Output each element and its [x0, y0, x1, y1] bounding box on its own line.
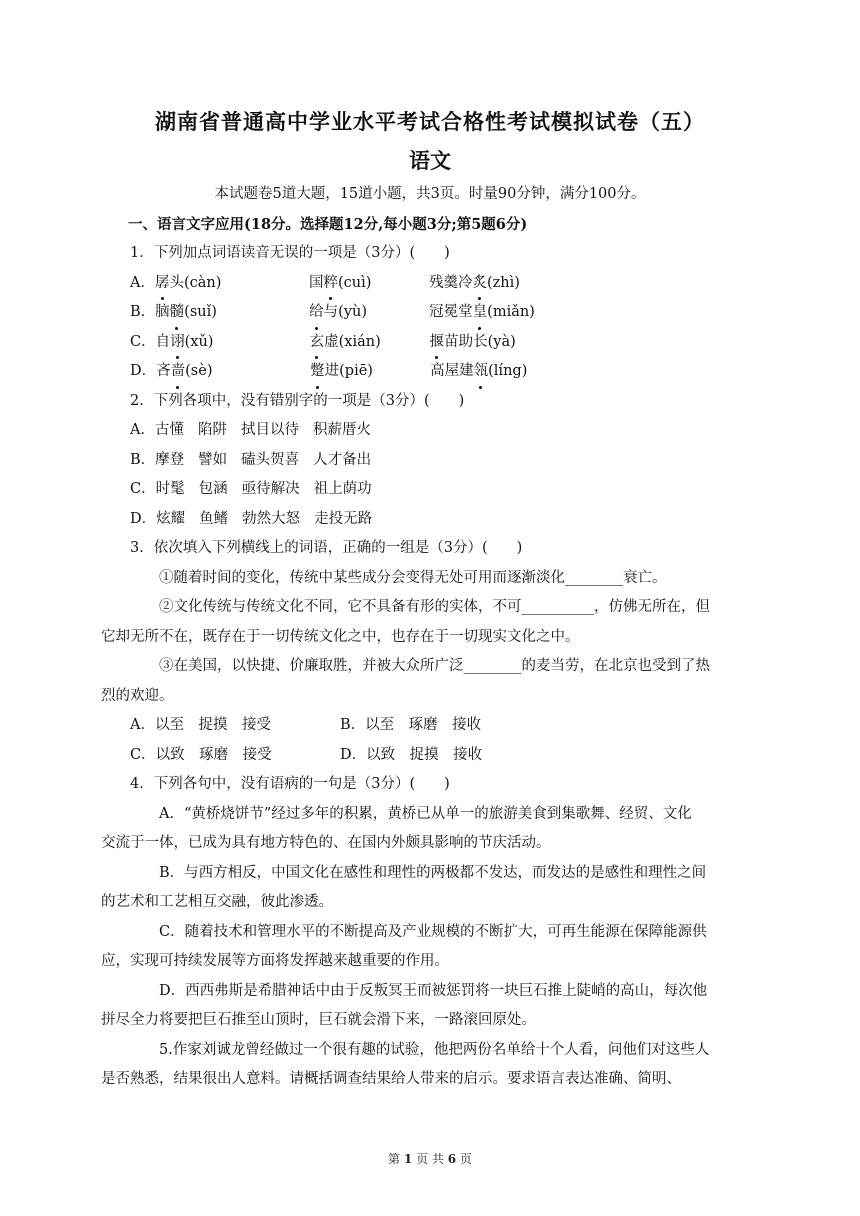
question-4-option-a: A．“黄桥烧饼节”经过多年的积累，黄桥已从单一的旅游美食到集歌舞、经贸、文化	[159, 805, 692, 822]
question-3-options-ab	[130, 711, 730, 741]
exam-content	[101, 180, 730, 1095]
page-footer: 第 1 页 共 6 页	[388, 1152, 472, 1166]
question-2-option-c: C．时髦 包涵 亟待解决 祖上荫功	[130, 481, 372, 497]
question-3-sentence-3: ③在美国，以快捷、价廉取胜，并被大众所广泛________的麦当劳，在北京也受到了热	[159, 658, 710, 674]
question-5-text: 5.作家刘诚龙曾经做过一个很有趣的试验，他把两份名单给十个人看，问他们对这些人	[159, 1041, 710, 1058]
question-1-option-c: C．自诩(xǔ) 玄虚(xián) 揠苗助长(yà)	[130, 328, 730, 358]
question-3-sentence-2: ②文化传统与传统文化不同，它不具备有形的实体，不可__________，仿佛无所在，但	[159, 599, 710, 615]
question-1-option-b: B．脑髓(suǐ) 给与(yù) 冠冕堂皇(miǎn)	[130, 298, 730, 328]
exam-intro: 本试题卷5道大题，15道小题，共3页。时量90分钟，满分100分。	[214, 186, 646, 202]
question-1-stem: 1．下列加点词语读音无误的一项是（3分）( )	[130, 245, 450, 261]
question-3-sentence-2-cont: 它却无所不在，既存在于一切传统文化之中，也存在于一切现实文化之中。	[101, 628, 580, 645]
question-4-option-b: B．与西方相反，中国文化在感性和理性的两极都不发达，而发达的是感性和理性之间	[159, 864, 707, 881]
question-5-text-cont: 是否熟悉，结果很出人意料。请概括调查结果给人带来的启示。要求语言表达准确、简明、	[101, 1071, 681, 1087]
section-heading: 一、语言文字应用(18分。选择题12分,每小题3分;第5题6分)	[128, 215, 528, 233]
question-3-sentence-3-cont: 烈的欢迎。	[101, 687, 174, 704]
question-4-option-c: C．随着技术和管理水平的不断提高及产业规模的不断扩大，可再生能源在保障能源供	[159, 923, 707, 940]
question-3-option-b: B．以至 琢磨 接收	[340, 717, 482, 733]
question-4-option-d-cont: 拼尽全力将要把巨石推至山顶时，巨石就会滑下来，一路滚回原处。	[101, 1012, 536, 1028]
question-4-option-c-cont: 应，实现可持续发展等方面将发挥越来越重要的作用。	[101, 953, 449, 969]
total-page-count: 6	[447, 1152, 457, 1166]
subject-title: 语文	[409, 148, 451, 173]
question-2-option-b: B．摩登 譬如 磕头贺喜 人才备出	[130, 451, 372, 468]
question-4-stem: 4．下列各句中，没有语病的一句是（3分）( )	[130, 776, 450, 792]
question-3-sentence-1: ①随着时间的变化，传统中某些成分会变得无处可用而逐渐淡化________衰亡。	[159, 569, 667, 586]
question-3-options-cd	[130, 741, 730, 771]
question-1-option-a: A．孱头(càn) 国粹(cuì) 残羹冷炙(zhì)	[130, 269, 730, 299]
question-4-option-b-cont: 的艺术和工艺相互交融，彼此渗透。	[101, 894, 333, 910]
question-1-option-d: D．吝啬(sè) 蹩进(piē) 高屋建瓴(líng)	[130, 357, 730, 387]
question-2-option-a: A．古懂 陷阱 拭目以待 积薪厝火	[130, 422, 371, 438]
question-4-option-d: D．西西弗斯是希腊神话中由于反叛冥王而被惩罚将一块巨石推上陡峭的高山，每次他	[159, 982, 708, 999]
current-page-number: 1	[403, 1152, 413, 1166]
exam-title: 湖南省普通高中学业水平考试合格性考试模拟试卷（五）	[155, 109, 705, 134]
question-3-stem: 3．依次填入下列横线上的词语，正确的一组是（3分）( )	[130, 540, 523, 556]
question-3-option-d: D．以致 捉摸 接收	[340, 746, 483, 763]
question-3-option-c: C．以致 琢磨 接受	[130, 746, 272, 763]
question-4-option-a-cont: 交流于一体，已成为具有地方特色的、在国内外颇具影响的节庆活动。	[101, 835, 551, 851]
question-2-option-d: D．炫耀 鱼鳍 勃然大怒 走投无路	[130, 510, 373, 527]
question-2-stem: 2．下列各项中，没有错别字的一项是（3分）( )	[130, 392, 465, 409]
question-3-option-a: A．以至 捉摸 接受	[130, 717, 271, 733]
